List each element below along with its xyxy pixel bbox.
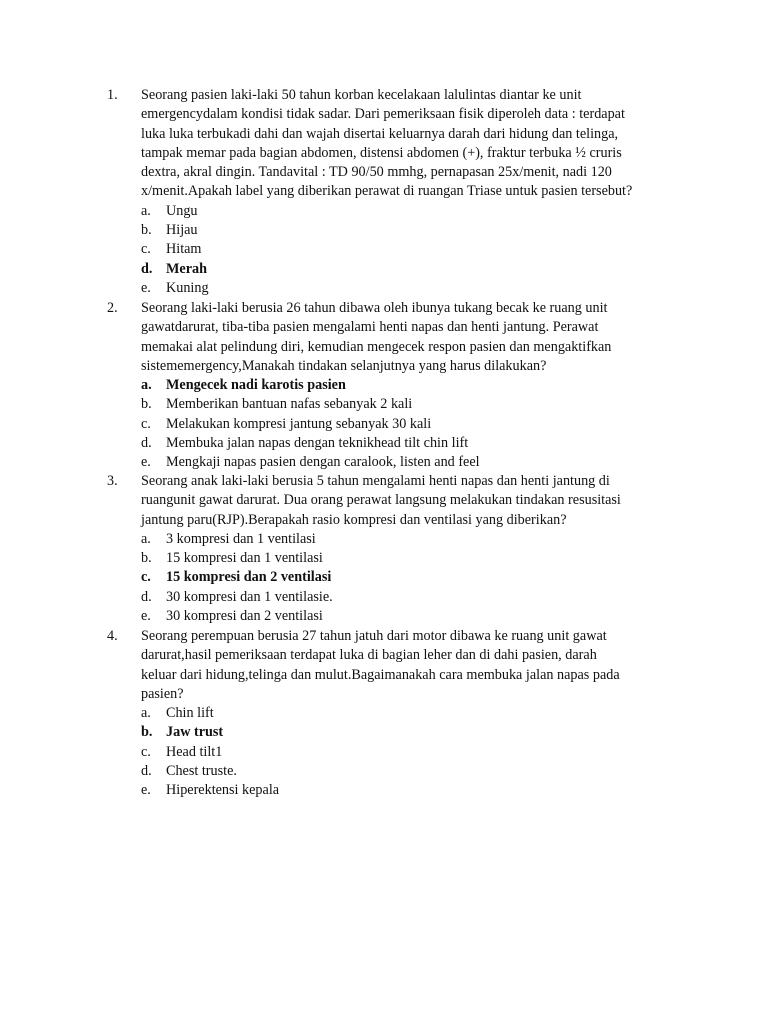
question-number: 3. [107,473,118,489]
question-line: x/menit.Apakah label yang diberikan perawat di ruangan Triase untuk pasien tersebut? [141,183,633,200]
option-letter: a. [141,705,151,722]
question-line: sistememergency,Manakah tindakan selanjutnya yang harus dilakukan? [141,357,547,374]
answer-option [141,415,689,434]
question-line: Seorang anak laki-laki berusia 5 tahun mengalami henti napas dan henti jantung di [141,473,610,489]
option-letter: c. [141,415,151,432]
answer-option [141,549,689,568]
question-line: Seorang laki-laki berusia 26 tahun dibawa oleh ibunya tukang becak ke ruang unit [141,300,608,316]
option-text: Membuka jalan napas dengan teknikhead tilt chin lift [166,435,469,452]
option-text: 30 kompresi dan 2 ventilasi [166,608,323,625]
answer-option-correct [141,260,689,279]
option-letter: c. [141,241,151,258]
option-letter: d. [141,763,152,780]
option-text: Jaw trust [166,724,224,741]
option-letter: a. [141,202,151,219]
option-text: Memberikan bantuan nafas sebanyak 2 kali [166,396,413,413]
option-text: 15 kompresi dan 2 ventilasi [166,569,332,586]
answer-options [141,704,689,800]
option-letter: c. [141,743,151,760]
question-1 [107,86,689,298]
answer-option [141,279,689,298]
option-text: Merah [166,260,207,277]
option-text: 3 kompresi dan 1 ventilasi [166,530,316,547]
question-line: keluar dari hidung,telinga dan mulut.Bagaimanakah cara membuka jalan napas pada [141,666,620,683]
question-line: memakai alat pelindung diri, kemudian mengecek respon pasien dan mengaktifkan [141,338,612,355]
question-text [141,299,689,376]
question-line: jantung paru(RJP).Berapakah rasio kompresi dan ventilasi yang diberikan? [141,511,567,528]
option-letter: d. [141,260,153,277]
option-letter: e. [141,608,151,625]
option-text: Melakukan kompresi jantung sebanyak 30 kali [166,415,432,432]
answer-option-correct [141,723,689,742]
answer-option [141,743,689,762]
answer-option [141,530,689,549]
answer-option [141,781,689,800]
answer-option [141,704,689,723]
answer-option [141,762,689,781]
question-line: Seorang pasien laki-laki 50 tahun korban kecelakaan lalulintas diantar ke unit [141,87,582,103]
option-letter: e. [141,454,151,471]
question-line: emergencydalam kondisi tidak sadar. Dari pemeriksaan fisik diperoleh data : terdapat [141,106,625,123]
question-3 [107,472,689,626]
option-letter: e. [141,782,151,799]
question-line: dextra, akral dingin. Tandavital : TD 90/50 mmhg, pernapasan 25x/menit, nadi 120 [141,164,612,181]
answer-option [141,395,689,414]
option-text: Hijau [166,222,198,239]
option-text: Chest truste. [166,763,237,780]
answer-option [141,434,689,453]
answer-option [141,607,689,626]
option-letter: d. [141,588,152,605]
option-text: Mengkaji napas pasien dengan caralook, listen and feel [166,454,480,471]
answer-option [141,588,689,607]
question-line: Seorang perempuan berusia 27 tahun jatuh dari motor dibawa ke ruang unit gawat [141,628,607,644]
option-letter: d. [141,435,152,452]
answer-options [141,376,689,472]
question-text [141,627,689,704]
option-text: Hiperektensi kepala [166,782,280,799]
answer-option [141,221,689,240]
question-line: darurat,hasil pemeriksaan terdapat luka di bagian leher dan di dahi pasien, darah [141,647,597,664]
question-line: gawatdarurat, tiba-tiba pasien mengalami henti napas dan henti jantung. Perawat [141,319,599,336]
option-text: Head tilt1 [166,743,223,760]
option-text: Hitam [166,241,202,258]
answer-option [141,453,689,472]
answer-option-correct [141,568,689,587]
question-line: tampak memar pada bagian abdomen, distensi abdomen (+), fraktur terbuka ½ cruris [141,144,622,161]
answer-options [141,530,689,626]
option-letter: b. [141,396,152,413]
option-letter: e. [141,279,151,296]
question-line: ruangunit gawat darurat. Dua orang perawat langsung melakukan tindakan resusitasi [141,492,621,509]
question-line: luka luka terbukadi dahi dan wajah disertai keluarnya darah dari hidung dan telinga, [141,125,619,142]
option-letter: a. [141,377,152,394]
question-number: 2. [107,300,118,316]
option-text: Mengecek nadi karotis pasien [166,377,346,394]
question-text [141,86,689,202]
answer-option-correct [141,376,689,395]
option-text: 15 kompresi dan 1 ventilasi [166,550,323,567]
question-number: 1. [107,87,118,103]
option-text: 30 kompresi dan 1 ventilasie. [166,588,333,605]
answer-options [141,202,689,298]
option-letter: a. [141,530,151,547]
answer-option [141,202,689,221]
option-text: Chin lift [166,705,214,722]
question-line: pasien? [141,685,184,702]
option-letter: b. [141,222,152,239]
question-text [141,472,689,530]
option-text: Ungu [166,202,198,219]
option-letter: b. [141,724,153,741]
option-letter: c. [141,569,151,586]
question-2 [107,299,689,473]
option-letter: b. [141,550,152,567]
question-number: 4. [107,628,118,644]
question-4 [107,627,689,801]
answer-option [141,240,689,259]
option-text: Kuning [166,279,209,296]
